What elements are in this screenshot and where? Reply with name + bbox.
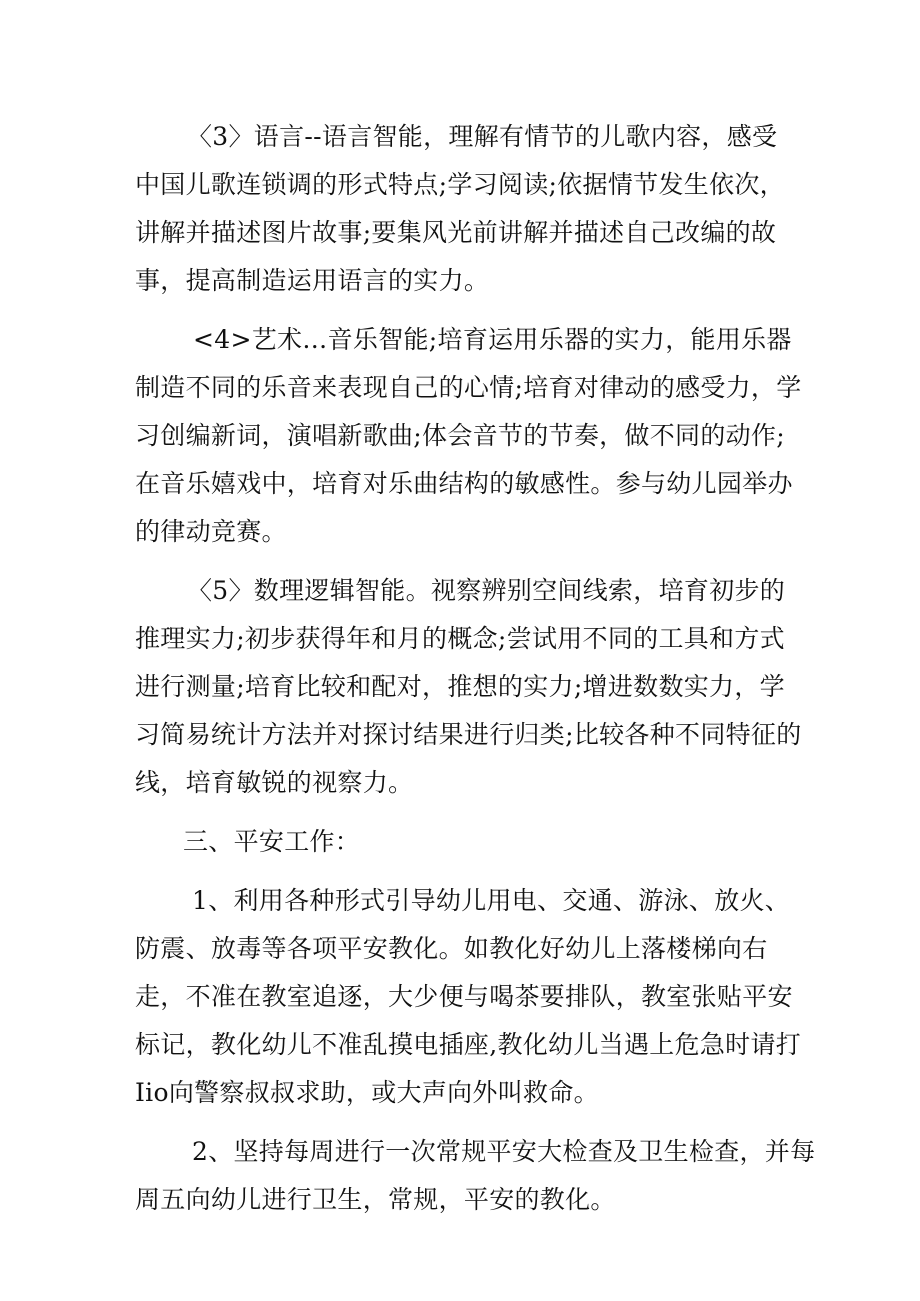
text-line: 2、坚持每周进行一次常规平安大检查及卫生检查，并每 [192,1137,816,1166]
document-body [135,113,816,1224]
text-line: 在音乐嬉戏中，培育对乐曲结构的敏感性。参与幼儿园举办 [135,469,793,498]
text-line: 习简易统计方法并对探讨结果进行归类;比较各种不同特征的 [135,720,802,749]
text-line: 线，培育敏锐的视察力。 [135,768,414,797]
text-line: 推理实力;初步获得年和月的概念;尝试用不同的工具和方式 [135,624,785,653]
text-line: 进行测量;培育比较和配对，推想的实力;增进数数实力，学 [135,672,785,701]
text-line: 中国儿歌连锁调的形式特点;学习阅读;依据情节发生依次， [135,170,785,199]
paragraph-safety-item-2 [135,1128,816,1224]
text-line: 1、利用各种形式引导幼儿用电、交通、游泳、放火、 [192,886,791,915]
paragraph-music-intelligence [135,316,802,556]
paragraph-logic-intelligence [135,567,802,807]
text-line: 讲解并描述图片故事;要集风光前讲解并描述自己改编的故 [135,218,777,247]
section-heading-safety-work [135,818,790,866]
text-line: 〈3〉语言--语言智能，理解有情节的儿歌内容，感受 [187,122,778,151]
text-line: <4>艺术…音乐智能;培育运用乐器的实力，能用乐器 [193,325,792,354]
section-heading: 三、平安工作： [183,827,361,856]
text-line: 周五向幼儿进行卫生，常规，平安的教化。 [135,1185,616,1214]
text-line: 走，不准在教室追逐，大少便与喝茶要排队，教室张贴平安 [135,982,793,1011]
text-line: Iio向警察叔叔求助，或大声向外叫救命。 [135,1078,599,1107]
text-line: 事，提高制造运用语言的实力。 [135,266,490,295]
paragraph-language-intelligence [135,113,790,305]
text-line: 防震、放毒等各项平安教化。如教化好幼儿上落楼梯向右 [135,934,768,963]
text-line: 标记，教化幼儿不准乱摸电插座,教化幼儿当遇上危急时请打 [135,1030,802,1059]
paragraph-safety-item-1 [135,877,802,1117]
text-line: 〈5〉数理逻辑智能。视察辨别空间线索，培育初步的 [187,576,786,605]
text-line: 制造不同的乐音来表现自己的心情;培育对律动的感受力，学 [135,373,802,402]
text-line: 的律动竞赛。 [135,517,287,546]
text-line: 习创编新词，演唱新歌曲;体会音节的节奏，做不同的动作; [135,421,785,450]
